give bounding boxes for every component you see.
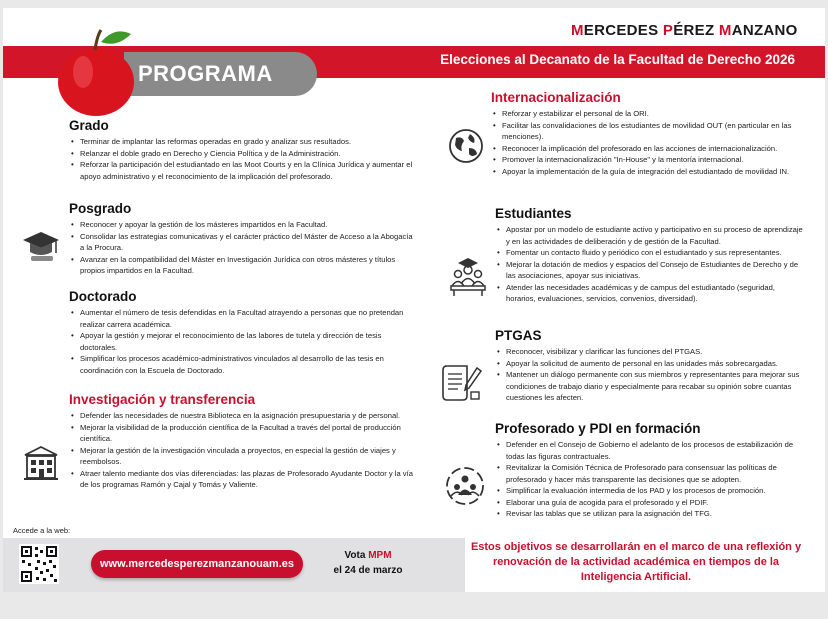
section-estudiantes [495,206,803,305]
graduation-cap-icon [21,226,61,266]
list-item: • Revitalizar la Comisión Técnica de Profesorado para consensuar las políticas de profesorado y hacer más transparente las decisiones que se adopten. [495,462,805,485]
programa-label: PROGRAMA [124,52,317,96]
section-title: PTGAS [495,328,542,343]
list-item: • Atender las necesidades académicas y de campus del estudiantado (seguridad, horarios, evaluaciones, servicios, convenios, diversidad). [495,282,803,305]
list-item: • Aumentar el número de tesis defendidas en la Facultad atrayendo a personas que no pretendan realizar carrera académica. [69,307,417,330]
section-title: Posgrado [69,201,132,216]
students-icon [448,256,488,298]
section-ptgas [495,328,803,404]
section-doctorado [69,289,417,376]
list-item: • Apoyar la solicitud de aumento de personal en las unidades más sobrecargadas. [495,358,803,370]
list-item: • Avanzar en la compatibilidad del Máster en Investigación Jurídica con otros másteres y títulos propios impartidos en la Facultad. [69,254,417,277]
list-item: • Apoyar la implementación de la guía de integración del estudiantado de movilidad IN. [491,166,803,178]
list-item: • Facilitar las convalidaciones de los estudiantes de movilidad OUT (en particular en las menciones). [491,120,803,143]
list-item: • Simplificar la evaluación intermedia de los PAD y los procesos de promoción. [495,485,805,497]
list-item: • Defender en el Consejo de Gobierno el adelanto de los procesos de estabilización de todas las figuras contractuales. [495,439,805,462]
list-item: • Consolidar las estrategias comunicativas y el carácter práctico del Máster de Acceso a la Abogacía a la Procura. [69,231,417,254]
list-item: • Fomentar un contacto fluido y periódico con el estudiantado y sus representantes. [495,247,803,259]
list-item: • Reconocer y apoyar la gestión de los másteres impartidos en la Facultad. [69,219,417,231]
access-label: Accede a la web: [13,526,71,535]
list-item: • Mejorar la dotación de medios y espacios del Consejo de Estudiantes de Derecho y de las asociaciones, apoyar sus iniciativas. [495,259,803,282]
building-icon [21,444,61,484]
list-item: • Elaborar una guía de acogida para el profesorado y el PDIF. [495,497,805,509]
qr-code-icon[interactable] [19,544,59,584]
list-item: • Promover la internacionalización "In-House" y la mentoría internacional. [491,154,803,166]
people-network-icon [444,465,486,507]
list-item: • Revisar las tablas que se utilizan para la asignación del TFG. [495,508,805,520]
list-item: • Relanzar el doble grado en Derecho y Ciencia Política y de la Administración. [69,148,417,160]
vote-callout: Vota MPM el 24 de marzo [333,550,403,576]
section-title: Investigación y transferencia [69,392,256,407]
website-link[interactable]: www.mercedesperezmanzanouam.es [91,550,303,578]
section-title: Estudiantes [495,206,572,221]
election-headline: Elecciones al Decanato de la Facultad de Derecho 2026 [440,52,795,67]
section-title: Grado [69,118,109,133]
document-pen-icon [439,362,483,402]
section-investigacion [69,392,417,491]
section-title: Internacionalización [491,90,621,105]
list-item: • Reconocer, visibilizar y clarificar las funciones del PTGAS. [495,346,803,358]
list-item: • Mantener un diálogo permanente con sus miembros y representantes para mejorar sus condiciones de trabajo diario y especialmente para recabar su opinión sobre cuantas cuestiones les afecten. [495,369,803,404]
list-item: • Mejorar la visibilidad de la producción científica de la Facultad a través del portal de producción científica. [69,422,417,445]
section-internacionalizacion [491,90,803,177]
list-item: • Atraer talento mediante dos vías diferenciadas: las plazas de Profesorado Ayudante Doctor y la vía de los programas Ramón y Cajal y Tomás y Valiente. [69,468,417,491]
closing-statement: Estos objetivos se desarrollarán en el marco de una reflexión y renovación de la actividad académica en tiempos de la Inteligencia Artificial. [470,541,802,583]
section-title: Profesorado y PDI en formación [495,421,701,436]
list-item: • Reforzar y estabilizar el personal de la ORI. [491,108,803,120]
section-grado [69,118,417,182]
program-page [3,8,825,592]
list-item: • Apostar por un modelo de estudiante activo y participativo en su proceso de aprendizaje y en las actividades de deliberación y de gestión de la Facultad. [495,224,803,247]
list-item: • Simplificar los procesos académico-administrativos vinculados al desarrollo de las tesis en coordinación con la Escuela de Doctorado. [69,353,417,376]
list-item: • Terminar de implantar las reformas operadas en grado y analizar sus resultados. [69,136,417,148]
list-item: • Reconocer la implicación del profesorado en las acciones de internacionalización. [491,143,803,155]
globe-icon [446,126,486,166]
candidate-name: MERCEDES PÉREZ MANZANO [571,22,798,39]
list-item: • Reforzar la participación del estudiantado en las Moot Courts y en la Clínica Jurídica y aumentar el apoyo administrativo y el reconocimiento de la implicación del profesorado. [69,159,417,182]
list-item: • Mejorar la gestión de la investigación vinculada a proyectos, en especial la gestión de viajes y reembolsos. [69,445,417,468]
list-item: • Apoyar la gestión y mejorar el reconocimiento de las labores de tutela y dirección de tesis doctorales. [69,330,417,353]
section-title: Doctorado [69,289,137,304]
list-item: • Defender las necesidades de nuestra Biblioteca en la asignación presupuestaria y de personal. [69,410,417,422]
apple-icon [51,22,141,118]
section-profesorado [495,421,805,520]
section-posgrado [69,201,417,277]
